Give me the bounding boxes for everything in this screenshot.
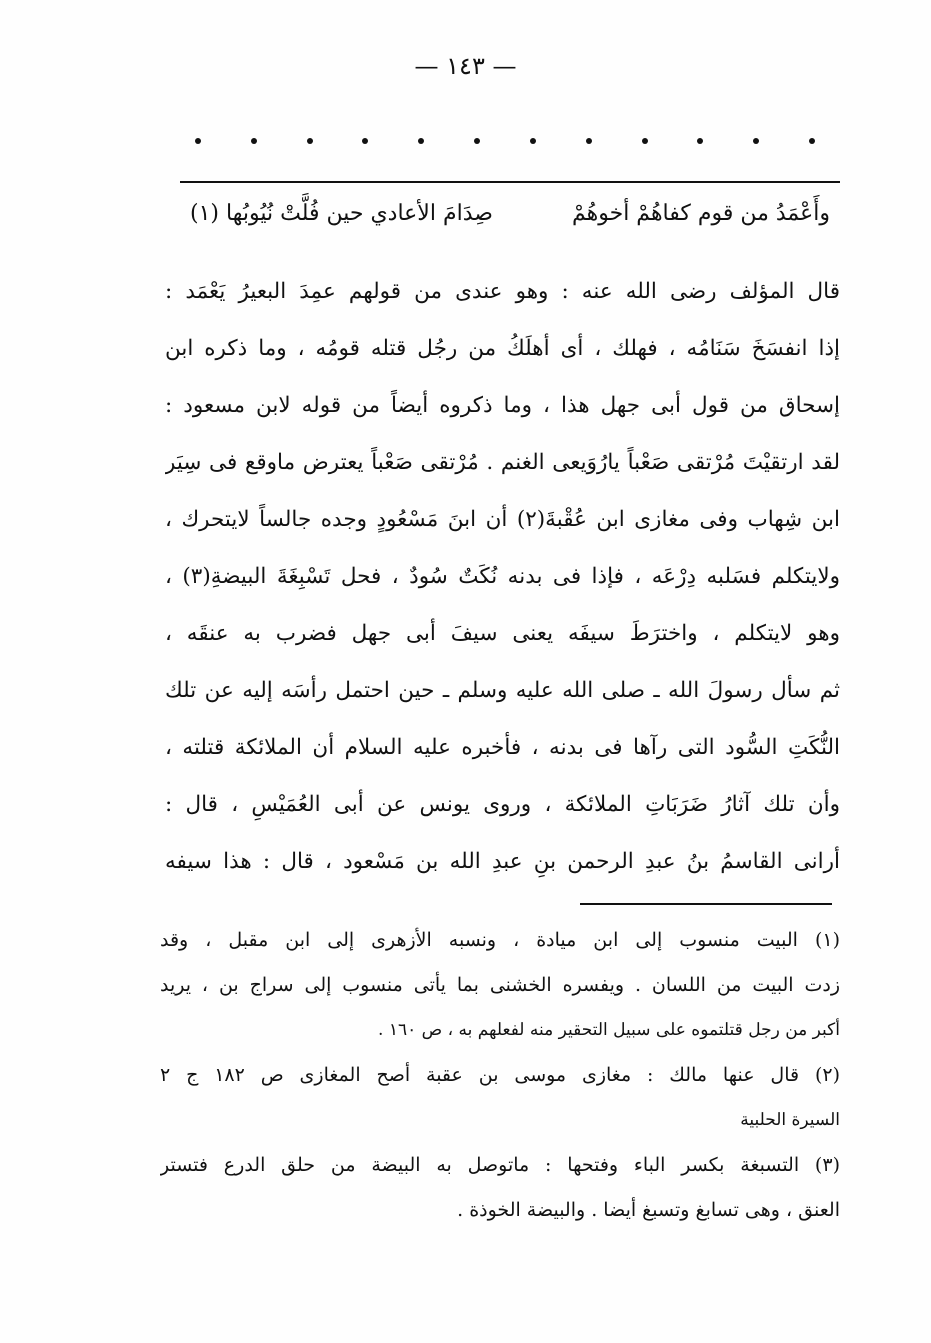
body-line: وأن تلك آثارُ ضَرَبَاتِ الملائكة ، وروى يونس عن أبى العُمَيْسِ ، قال : bbox=[165, 792, 840, 817]
body-line: ولايتكلم فسَلبه دِرْعَه ، فإذا فى بدنه نُكَتٌ سُودٌ ، فحل تَسْبِغَةَ البيضةِ(٣) ، bbox=[165, 564, 840, 589]
body-line: قال المؤلف رضى الله عنه : وهو عندى من قولهم عمِدَ البعيرُ يَعْمَد : bbox=[165, 279, 840, 304]
ornament-dot bbox=[642, 138, 648, 144]
body-line: إذا انفسَخَ سَنَامُه ، فهلك ، أى أهلَكُ من رجُل قتله قومُه ، وما ذكره ابن bbox=[165, 336, 840, 361]
footnote-separator bbox=[580, 903, 832, 905]
ornament-dot bbox=[809, 138, 815, 144]
ornamental-dot-row bbox=[195, 138, 815, 144]
footnotes bbox=[160, 918, 840, 1233]
ornament-dot bbox=[753, 138, 759, 144]
footnote-line: أكبر من رجل قتلتموه على سبيل التحقير منه لفعلهم به ، ص ١٦٠ . bbox=[378, 1020, 840, 1040]
footnote-line: السيرة الحلبية bbox=[740, 1110, 840, 1130]
body-line: إسحاق من قول أبى جهل هذا ، وما ذكروه أيضاً من قوله لابن مسعود : bbox=[165, 393, 840, 418]
ornament-dot bbox=[474, 138, 480, 144]
body-line: النُّكَتِ السُّود التى رآها فى بدنه ، فأخبره عليه السلام أن الملائكة قتلته ، bbox=[165, 735, 840, 760]
ornament-dot bbox=[418, 138, 424, 144]
body-line: ابن شِهاب وفى مغازى ابن عُقْبةَ(٢) أن ابنَ مَسْعُودٍ وجده جالساً لايتحرك ، bbox=[165, 507, 840, 532]
ornament-dot bbox=[530, 138, 536, 144]
body-line: أرانى القاسمُ بنُ عبدِ الرحمن بنِ عبدِ الله بن مَسْعود ، قال : هذا سيفه bbox=[165, 849, 840, 874]
verse-hemistich-right: وأَعْمَدُ من قوم كفاهُمْ أخوهُمْ bbox=[571, 200, 830, 226]
ornament-dot bbox=[586, 138, 592, 144]
verse-hemistich-left: صِدَامَ الأعادي حين فُلَّتْ نُيُوبُها (١) bbox=[190, 200, 493, 226]
poetry-verse bbox=[190, 186, 830, 240]
ornament-dot bbox=[697, 138, 703, 144]
footnote-line: (٣) التسبغة بكسر الباء وفتحها : ماتوصل به البيضة من حلق الدرع فتستر bbox=[160, 1154, 840, 1176]
ornament-dot bbox=[362, 138, 368, 144]
page-number: — ١٤٣ — bbox=[414, 52, 517, 80]
footnote-line: (١) البيت منسوب إلى ابن ميادة ، ونسبه الأزهرى إلى ابن مقبل ، وقد bbox=[160, 929, 840, 951]
ornament-dot bbox=[195, 138, 201, 144]
header-rule bbox=[180, 181, 840, 183]
body-line: ثم سأل رسولَ الله ـ صلى الله عليه وسلم ـ حين احتمل رأسَه إليه عن تلك bbox=[165, 678, 840, 703]
body-line: لقد ارتقيْتَ مُرْتقى صَعْباً يارُوَيعى الغنم . مُرْتقى صَعْباً يعترض ماوقع فى سِيَر bbox=[165, 450, 840, 475]
footnote-line: (٢) قال عنها مالك : مغازى موسى بن عقبة أصح المغازى ص ١٨٢ ج ٢ bbox=[160, 1064, 840, 1086]
ornament-dot bbox=[307, 138, 313, 144]
body-line: وهو لايتكلم ، واخترَطَ سيفَه يعنى سيفَ أبى جهل فضرب به عنقَه ، bbox=[165, 621, 840, 646]
footnote-line: العنق ، وهى تسابغ وتسبغ أيضا . والبيضة الخوذة . bbox=[457, 1199, 840, 1221]
footnote-line: زدت البيت من اللسان . ويفسره الخشنى بما يأتى منسوب إلى سراج بن ، يريد bbox=[160, 974, 840, 996]
body-text bbox=[165, 263, 840, 890]
ornament-dot bbox=[251, 138, 257, 144]
